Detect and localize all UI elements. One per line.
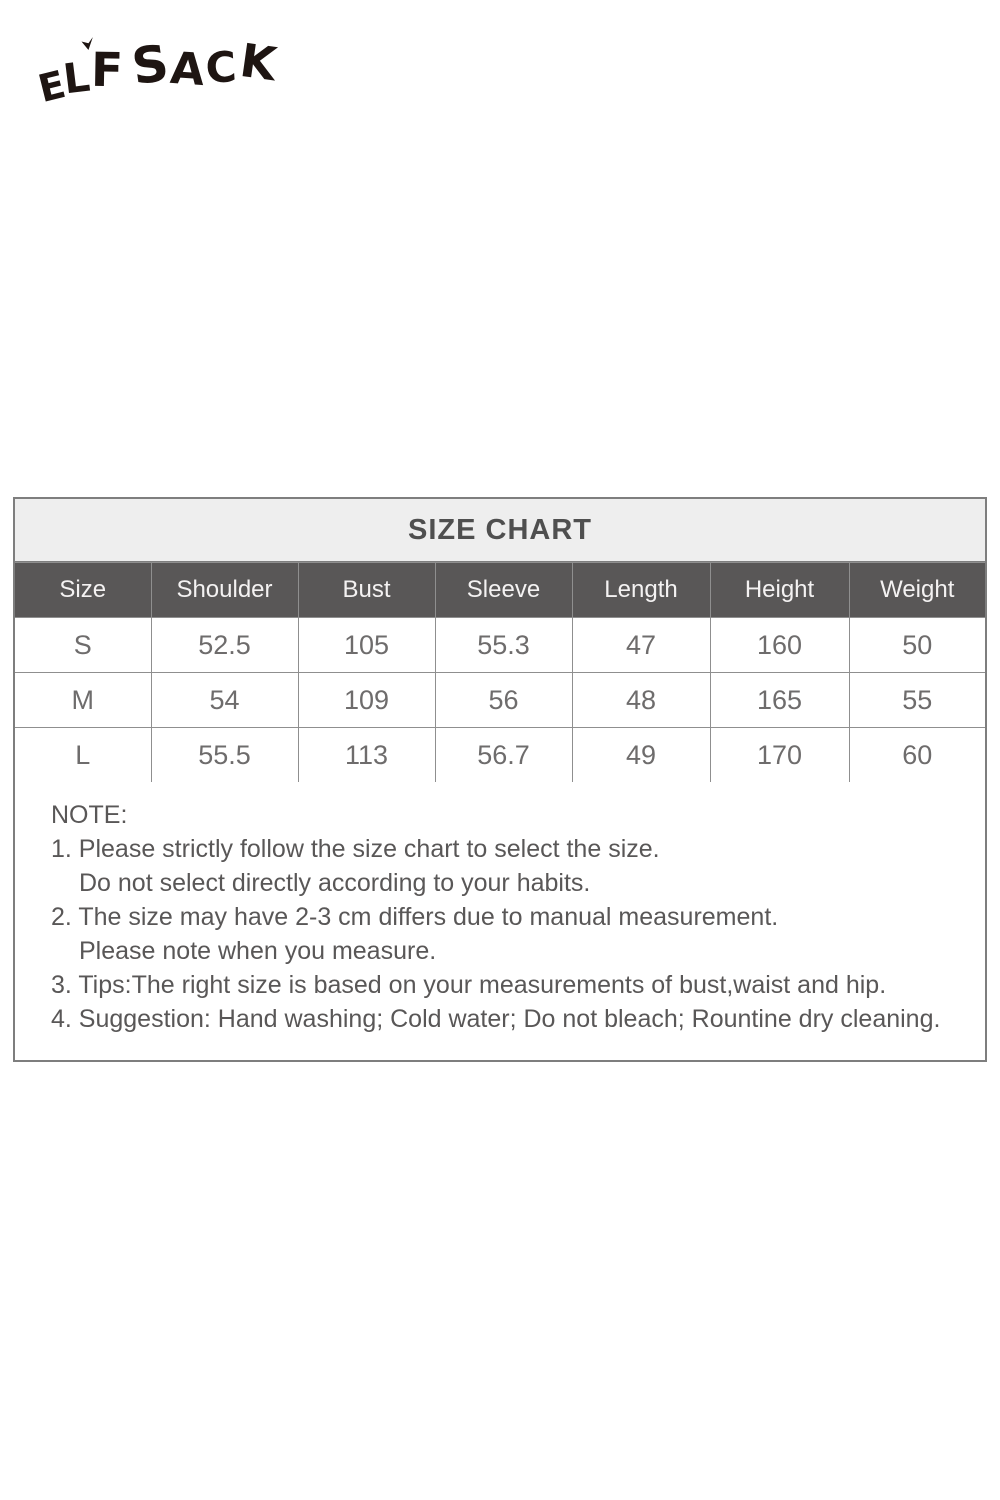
- table-row: [15, 728, 985, 783]
- logo-letter: S: [128, 33, 173, 97]
- table-cell: 165: [710, 673, 849, 728]
- table-cell: M: [15, 673, 151, 728]
- table-cell: 55: [849, 673, 985, 728]
- size-chart-title: SIZE CHART: [15, 499, 985, 562]
- table-header-row: [15, 563, 985, 618]
- table-cell: S: [15, 618, 151, 673]
- column-header-shoulder: Shoulder: [151, 563, 298, 618]
- table-cell: 105: [298, 618, 435, 673]
- table-cell: 56.7: [435, 728, 572, 783]
- note-line: Do not select directly according to your habits.: [79, 869, 591, 897]
- table-cell: 52.5: [151, 618, 298, 673]
- table-row: [15, 618, 985, 673]
- logo-letter: L: [60, 52, 93, 104]
- table-cell: 48: [572, 673, 710, 728]
- column-header-length: Length: [572, 563, 710, 618]
- table-cell: 49: [572, 728, 710, 783]
- logo-letter: C: [204, 42, 239, 94]
- note-line: 2. The size may have 2-3 cm differs due to manual measurement.: [51, 903, 779, 931]
- table-cell: 50: [849, 618, 985, 673]
- column-header-weight: Weight: [849, 563, 985, 618]
- table-cell: 60: [849, 728, 985, 783]
- note-line: 3. Tips:The right size is based on your measurements of bust,waist and hip.: [51, 971, 887, 999]
- table-cell: 47: [572, 618, 710, 673]
- column-header-height: Height: [710, 563, 849, 618]
- table-cell: 113: [298, 728, 435, 783]
- logo-letter: K: [236, 32, 280, 92]
- table-cell: 170: [710, 728, 849, 783]
- logo-letter: F: [90, 42, 124, 99]
- logo-letter: E: [33, 62, 70, 112]
- logo-letter: A: [168, 42, 207, 97]
- size-chart-table: [15, 562, 985, 782]
- note-section: [15, 782, 985, 1060]
- table-cell: 109: [298, 673, 435, 728]
- note-heading: NOTE:: [51, 801, 128, 829]
- note-line: 4. Suggestion: Hand washing; Cold water; Do not bleach; Rountine dry cleaning.: [51, 1005, 941, 1033]
- table-cell: 54: [151, 673, 298, 728]
- column-header-sleeve: Sleeve: [435, 563, 572, 618]
- table-cell: 56: [435, 673, 572, 728]
- table-cell: 55.3: [435, 618, 572, 673]
- column-header-size: Size: [15, 563, 151, 618]
- brand-logo: [33, 32, 280, 126]
- table-row: [15, 673, 985, 728]
- table-cell: 160: [710, 618, 849, 673]
- table-cell: 55.5: [151, 728, 298, 783]
- note-line: Please note when you measure.: [79, 937, 437, 965]
- size-chart-panel: [13, 497, 987, 1062]
- column-header-bust: Bust: [298, 563, 435, 618]
- note-line: 1. Please strictly follow the size chart to select the size.: [51, 835, 660, 863]
- table-cell: L: [15, 728, 151, 783]
